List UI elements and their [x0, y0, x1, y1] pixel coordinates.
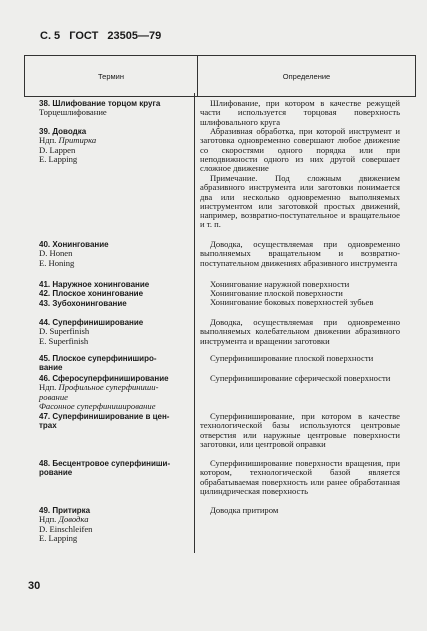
page-number: 30 — [28, 580, 41, 592]
term-39: 39. Доводка Ндп. Притирка D. Lappen E. Lapping — [39, 127, 97, 165]
def-49: Доводка притиром — [210, 505, 279, 515]
def-46: Суперфиниширование сферической поверхности — [210, 373, 391, 383]
def-40: Доводка, осуществляемая при одновременно выполняемых вращательном и возвратно-поступательном движениях абразивного инструмента — [200, 239, 400, 268]
terms-table-header — [24, 55, 416, 97]
page-ref: С. 5 — [40, 30, 61, 42]
def-48: Суперфиниширование поверхности вращения, при котором, технологической базой является обрабатываемая поверхность или ранее обработанная цилиндрическая поверхность — [200, 458, 400, 496]
def-47: Суперфиниширование, при котором в качестве технологической базы используются центровые отверстия или наружные центровые поверхности заготовки, или центровой оправки — [200, 411, 400, 449]
def-38: Шлифование, при котором в качестве режущей части используется торцовая поверхность шлифовального круга — [200, 98, 400, 127]
standard-label: ГОСТ — [69, 30, 99, 42]
term-49: 49. Притирка Ндп. Доводка D. Einschleifen E. Lapping — [39, 506, 93, 544]
def-45: Суперфиниширование плоской поверхности — [210, 353, 374, 363]
term-47: 47. Суперфиниширование в цен- трах — [39, 412, 170, 431]
def-44: Доводка, осуществляемая при одновременно выполняемых колебательном движении абразивного инструмента и вращении заготовки — [200, 317, 400, 346]
column-term: Термин — [25, 56, 198, 97]
term-46: 46. Сферосуперфиниширование Ндп. Профильное суперфиниши- рование Фасонное суперфиниширование — [39, 374, 169, 412]
def-43: Хонингование боковых поверхностей зубьев — [210, 297, 374, 307]
def-41: Хонингование наружной поверхности — [210, 279, 350, 289]
term-40: 40. Хонингование D. Honen E. Honing — [39, 240, 109, 268]
page-header — [40, 30, 161, 42]
def-39-note: Примечание. Под сложным движением абразивного инструмента или заготовки понимается два или несколько одновременно выполняемых инструментом или заготовкой простых движений, например, возвратно-поступательное и вращательное и т. п. — [200, 173, 400, 230]
term-41-43: 41. Наружное хонингование 42. Плоское хонингование 43. Зубохонингование — [39, 280, 150, 308]
term-44: 44. Суперфиниширование D. Superfinish E. Superfinish — [39, 318, 144, 346]
standard-number: 23505—79 — [107, 30, 162, 42]
term-38: 38. Шлифование торцом круга Торцешлифование — [39, 99, 161, 118]
def-42: Хонингование плоской поверхности — [210, 288, 343, 298]
term-48: 48. Бесцентровое суперфиниши- рование — [39, 459, 171, 478]
def-39: Абразивная обработка, при которой инструмент и заготовка одновременно совершают любое движение со скоростями одного порядка или при неподвижности одного из них другой совершает сложное движение — [200, 126, 400, 174]
term-45: 45. Плоское суперфиниширо- вание — [39, 354, 157, 373]
column-divider — [194, 93, 195, 553]
column-definition: Определение — [198, 56, 416, 97]
